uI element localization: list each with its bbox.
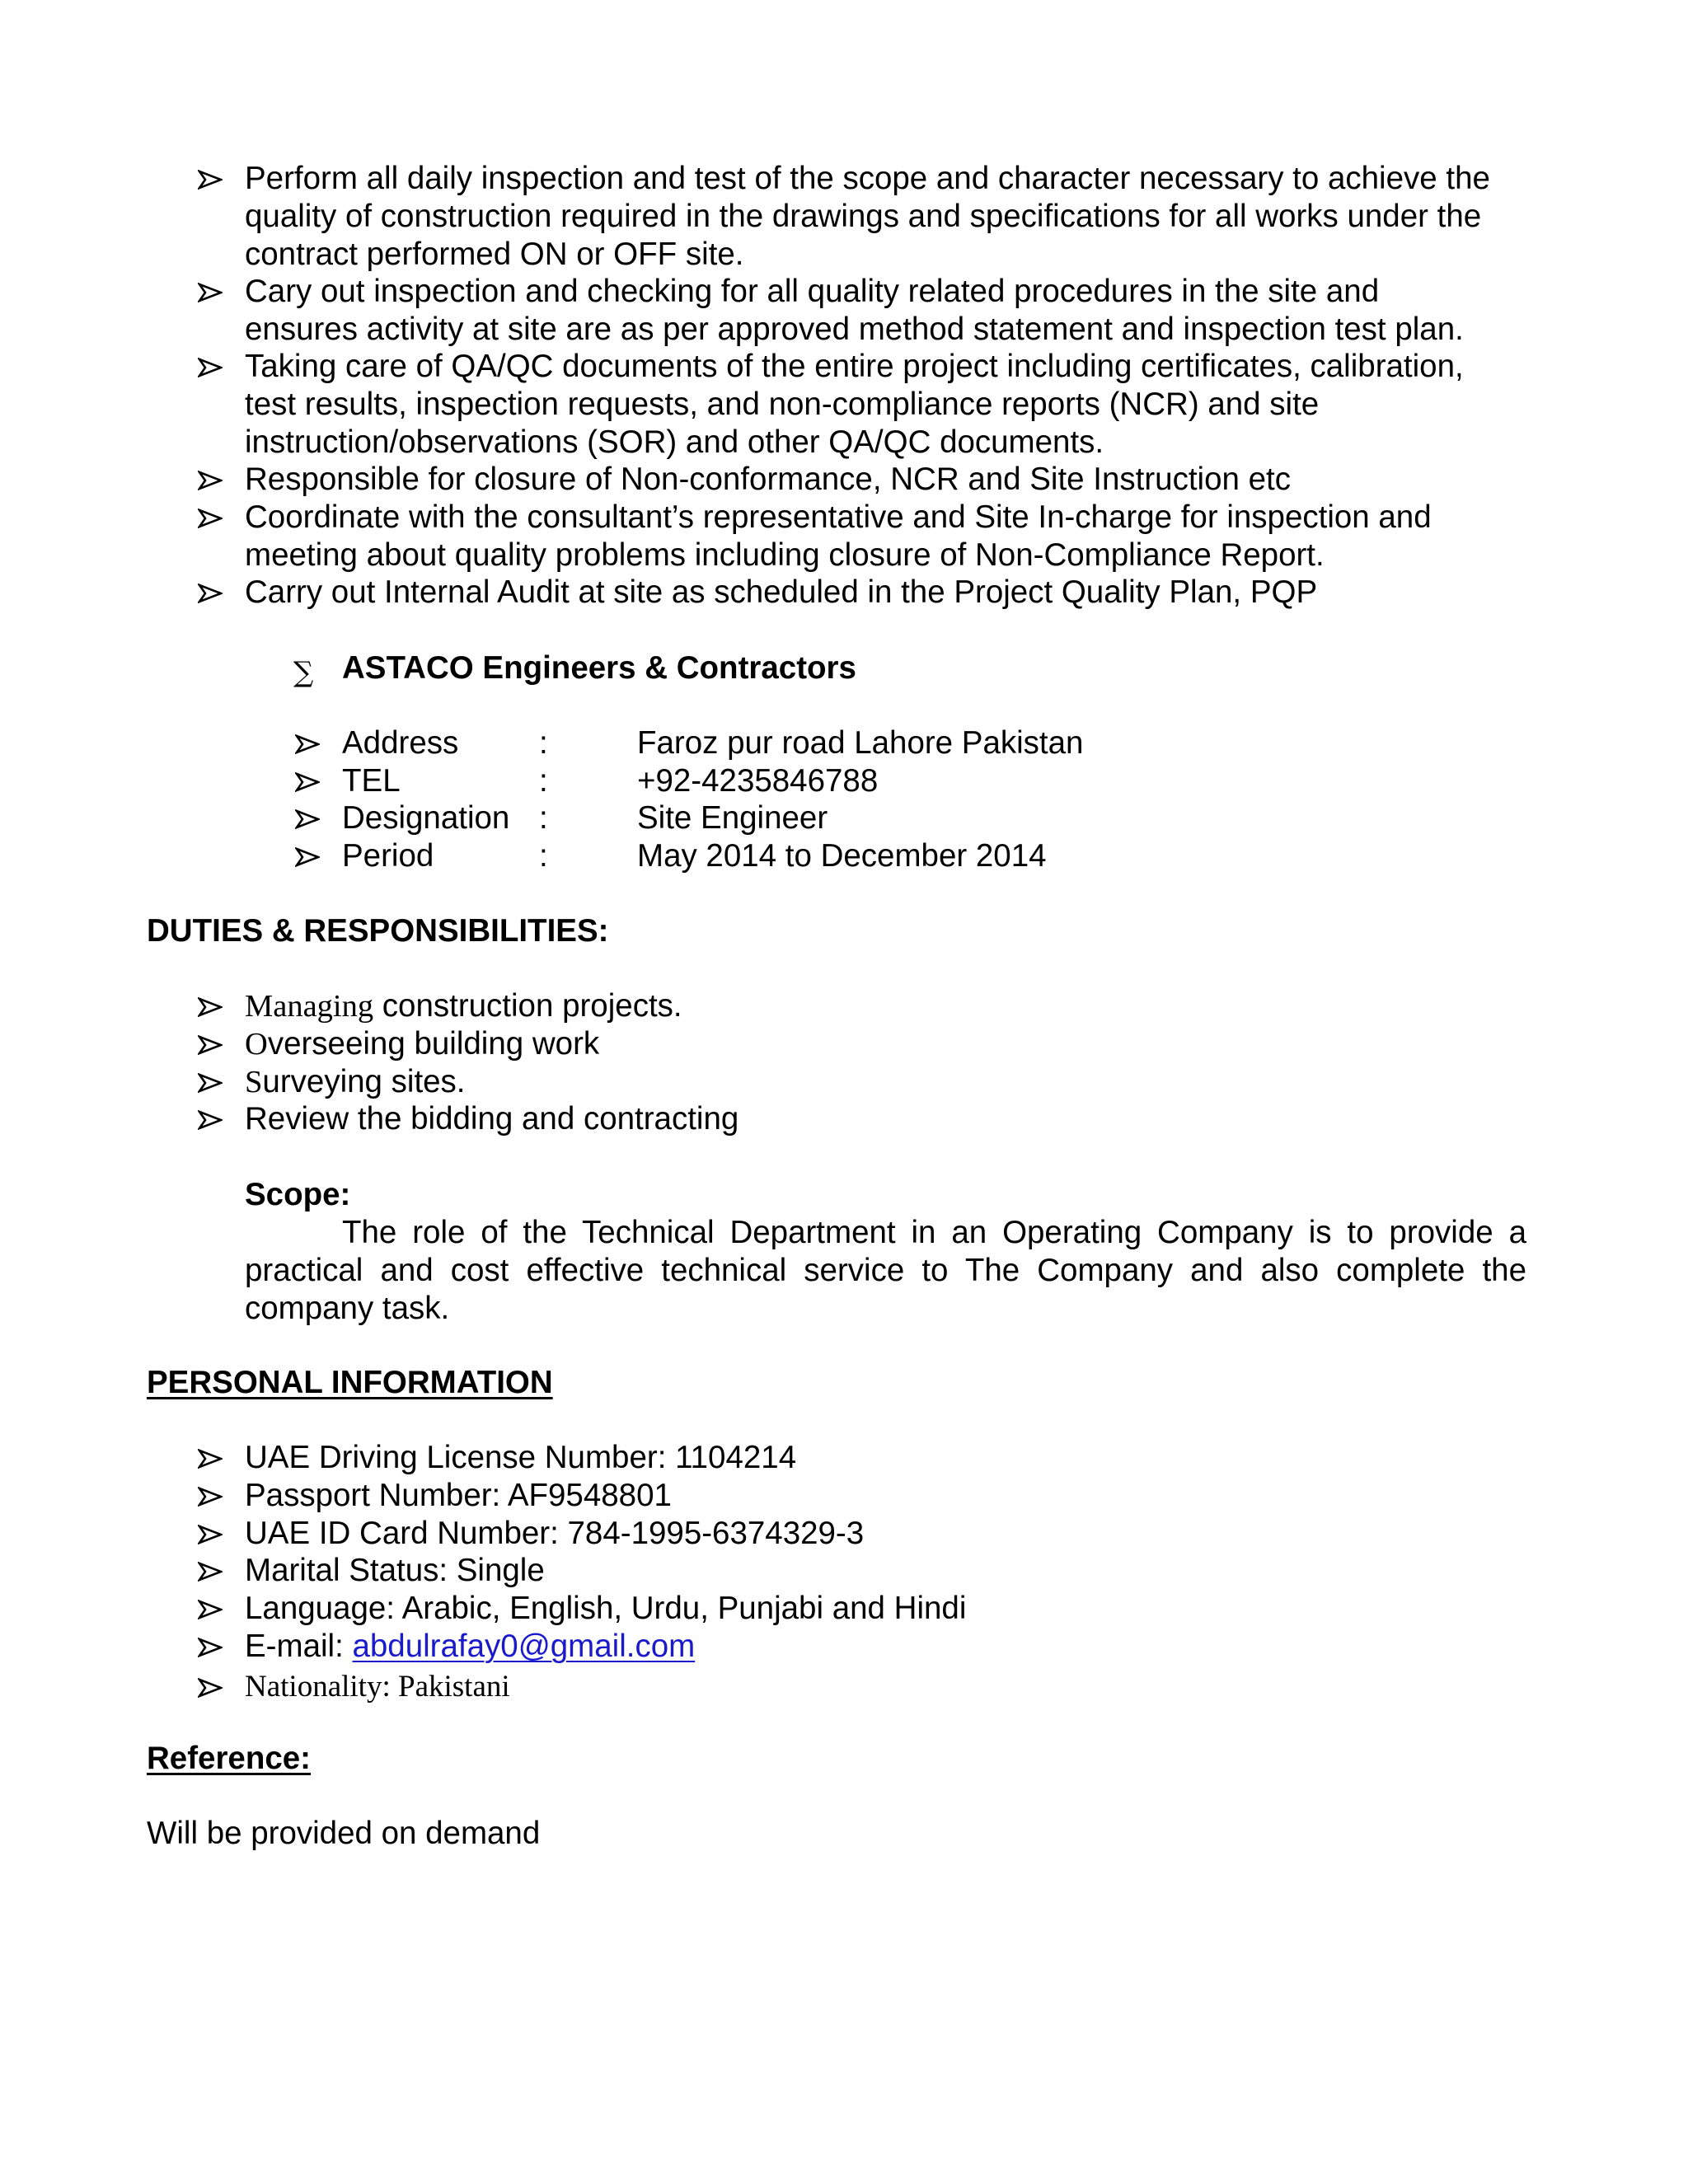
detail-value-address: Faroz pur road Lahore Pakistan — [637, 725, 1084, 761]
detail-label-tel: TEL — [342, 763, 401, 799]
duty-item-lead: S — [245, 1065, 263, 1099]
personal-item: Passport Number: AF9548801 — [245, 1478, 672, 1513]
detail-value-tel: +92-4235846788 — [637, 763, 879, 799]
arrow-bullet-icon — [198, 170, 223, 190]
bullet-text-line: Responsible for closure of Non-conformance, NCR and Site Instruction etc — [245, 462, 1291, 497]
personal-item: Language: Arabic, English, Urdu, Punjabi and Hindi — [245, 1591, 967, 1626]
detail-separator: : — [539, 725, 548, 761]
duty-item-lead: O — [245, 1027, 268, 1062]
detail-separator: : — [539, 800, 548, 836]
detail-label-period: Period — [342, 838, 434, 874]
bullet-text-line: contract performed ON or OFF site. — [245, 237, 744, 272]
detail-value-period: May 2014 to December 2014 — [637, 838, 1047, 874]
arrow-bullet-icon — [295, 772, 320, 792]
personal-heading: PERSONAL INFORMATION — [147, 1365, 553, 1400]
detail-label-address: Address — [342, 725, 459, 761]
duty-item — [245, 987, 682, 1025]
duty-item-rest: construction projects. — [373, 988, 682, 1024]
duty-item-rest: verseeing building work — [267, 1026, 600, 1062]
arrow-bullet-icon — [198, 358, 223, 377]
bullet-text-line: ensures activity at site are as per approved method statement and inspection test plan. — [245, 312, 1464, 347]
arrow-bullet-icon — [198, 1678, 223, 1698]
bullet-text-line: Taking care of QA/QC documents of the entire project including certificates, calibration, — [245, 349, 1464, 384]
arrow-bullet-icon — [198, 1449, 223, 1469]
detail-value-designation: Site Engineer — [637, 800, 828, 836]
duty-item-rest: Review the bidding and contracting — [245, 1101, 739, 1137]
arrow-bullet-icon — [198, 283, 223, 302]
scope-paragraph: The role of the Technical Department in an Operating Company is to provide a practical and cost effective technical service to The Company and also complete the company task. — [245, 1215, 1526, 1326]
arrow-bullet-icon — [295, 847, 320, 867]
reference-heading: Reference: — [147, 1741, 312, 1776]
email-label: E-mail: — [245, 1629, 353, 1664]
bullet-text-line: Perform all daily inspection and test of the scope and character necessary to achieve the — [245, 161, 1490, 196]
arrow-bullet-icon — [198, 1562, 223, 1582]
bullet-text-line: Coordinate with the consultant’s representative and Site In-charge for inspection and — [245, 499, 1432, 535]
arrow-bullet-icon — [198, 583, 223, 603]
arrow-bullet-icon — [198, 1638, 223, 1657]
bullet-text-line: meeting about quality problems including closure of Non-Compliance Report. — [245, 537, 1325, 573]
bullet-text-line: Cary out inspection and checking for all quality related procedures in the site and — [245, 274, 1380, 309]
company-name: ASTACO Engineers & Contractors — [342, 650, 856, 686]
arrow-bullet-icon — [295, 734, 320, 754]
bullet-text-line: Carry out Internal Audit at site as scheduled in the Project Quality Plan, PQP — [245, 574, 1318, 610]
personal-item-nationality: Nationality: Pakistani — [245, 1670, 510, 1704]
arrow-bullet-icon — [198, 1110, 223, 1130]
personal-item: UAE ID Card Number: 784-1995-6374329-3 — [245, 1516, 865, 1551]
bullet-text-line: instruction/observations (SOR) and other QA/QC documents. — [245, 424, 1104, 460]
scope-heading: Scope: — [245, 1177, 351, 1212]
arrow-bullet-icon — [198, 997, 223, 1017]
duty-item — [245, 1025, 599, 1063]
arrow-bullet-icon — [198, 1525, 223, 1544]
detail-label-designation: Designation — [342, 800, 510, 836]
duty-item-rest: urveying sites. — [262, 1064, 466, 1099]
arrow-bullet-icon — [295, 809, 320, 829]
personal-item: UAE Driving License Number: 1104214 — [245, 1440, 797, 1475]
detail-separator: : — [539, 763, 548, 799]
bullet-text-line: test results, inspection requests, and non-compliance reports (NCR) and site — [245, 387, 1320, 422]
arrow-bullet-icon — [198, 1035, 223, 1055]
detail-separator: : — [539, 838, 548, 874]
duties-heading: DUTIES & RESPONSIBILITIES: — [147, 913, 609, 949]
reference-text: Will be provided on demand — [147, 1816, 541, 1851]
arrow-bullet-icon — [198, 509, 223, 528]
sum-bullet-icon: ∑ — [293, 656, 314, 689]
duty-item-lead: Managing — [245, 989, 374, 1024]
arrow-bullet-icon — [198, 1487, 223, 1507]
arrow-bullet-icon — [198, 1600, 223, 1619]
personal-item: Marital Status: Single — [245, 1553, 545, 1588]
personal-item-email — [245, 1628, 695, 1666]
email-link[interactable]: abdulrafay0@gmail.com — [352, 1629, 696, 1664]
arrow-bullet-icon — [198, 471, 223, 490]
duty-item — [245, 1063, 466, 1101]
duty-item — [245, 1100, 738, 1138]
bullet-text-line: quality of construction required in the drawings and specifications for all works under the — [245, 199, 1482, 234]
arrow-bullet-icon — [198, 1073, 223, 1093]
